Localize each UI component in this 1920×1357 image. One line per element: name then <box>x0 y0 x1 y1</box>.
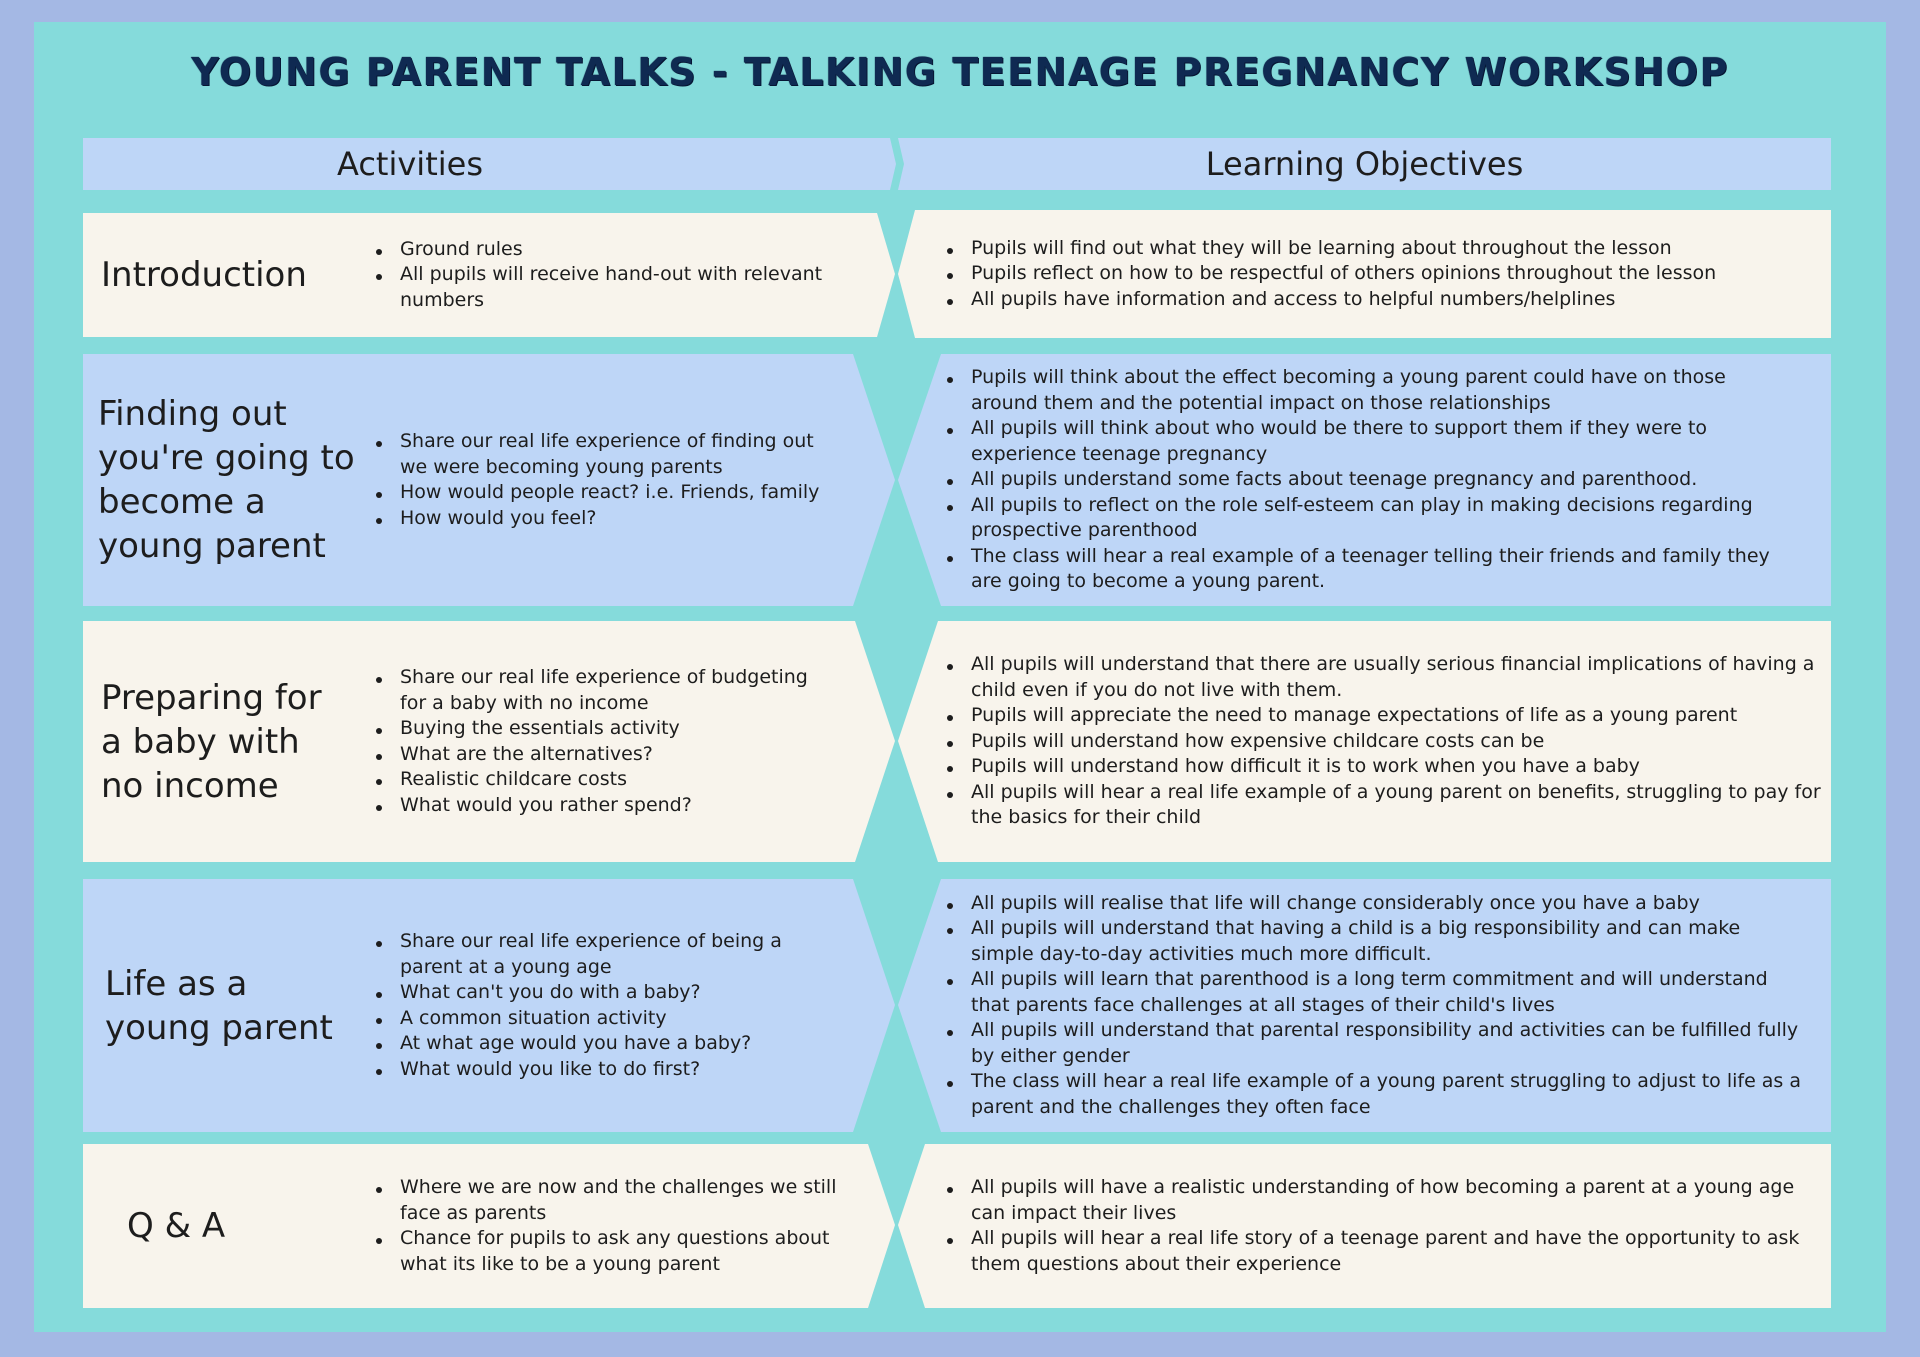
objective-item: All pupils will think about who would be there to support them if they were to experience teenage pregnancy <box>971 416 1797 467</box>
activity-list <box>371 237 851 314</box>
row-activities-introduction <box>371 213 851 337</box>
objective-list <box>942 365 1797 595</box>
activity-item: Share our real life experience of finding out we were becoming young parents <box>400 429 821 480</box>
objective-item: Pupils will appreciate the need to manage expectations of life as a young parent <box>971 703 1827 729</box>
objective-item: Pupils reflect on how to be respectful of others opinions throughout the lesson <box>971 261 1716 287</box>
row-title-life: Life as a young parent <box>105 963 333 1048</box>
row-title-finding-out: Finding out you're going to become a young parent <box>98 394 355 566</box>
objective-item: The class will hear a real example of a teenager telling their friends and family they are going to become a young parent. <box>971 544 1797 595</box>
activity-list <box>371 665 821 818</box>
objective-item: All pupils will understand that there are usually serious financial implications of having a child even if you do not live with them. <box>971 652 1827 703</box>
objective-item: All pupils will learn that parenthood is a long term commitment and will understand that parents face challenges at all stages of their child's lives <box>971 967 1802 1018</box>
objective-item: All pupils have information and access to helpful numbers/helplines <box>971 287 1716 313</box>
activity-item: Ground rules <box>400 237 851 263</box>
page-title: YOUNG PARENT TALKS - TALKING TEENAGE PREGNANCY WORKSHOP <box>191 50 1729 94</box>
activity-item: What can't you do with a baby? <box>400 980 821 1006</box>
activity-item: Buying the essentials activity <box>400 716 821 742</box>
row-activities-preparing <box>371 621 821 862</box>
objective-item: The class will hear a real life example of a young parent struggling to adjust to life as a parent and the challenges they often face <box>971 1069 1802 1120</box>
objective-list <box>942 236 1716 313</box>
row-objectives-life <box>942 879 1802 1132</box>
activity-item: What would you like to do first? <box>400 1057 821 1083</box>
row-title-preparing: Preparing for a baby with no income <box>101 677 322 806</box>
row-objectives-preparing <box>942 621 1827 862</box>
objective-item: All pupils will hear a real life example of a young parent on benefits, struggling to pay for the basics for their child <box>971 780 1827 831</box>
activity-item: Chance for pupils to ask any questions about what its like to be a young parent <box>400 1226 841 1277</box>
row-objectives-qa <box>942 1144 1812 1308</box>
activity-list <box>371 1175 841 1277</box>
objective-item: All pupils will realise that life will change considerably once you have a baby <box>971 891 1802 917</box>
activity-item: A common situation activity <box>400 1006 821 1032</box>
objective-item: All pupils will understand that having a child is a big responsibility and can make simple day-to-day activities much more difficult. <box>971 916 1802 967</box>
objectives-header: Learning Objectives <box>1205 145 1524 183</box>
activity-item: Where we are now and the challenges we still face as parents <box>400 1175 841 1226</box>
objective-item: All pupils understand some facts about teenage pregnancy and parenthood. <box>971 467 1797 493</box>
objective-item: All pupils will understand that parental responsibility and activities can be fulfilled fully by either gender <box>971 1018 1802 1069</box>
objective-list <box>942 652 1827 831</box>
activity-list <box>371 929 821 1082</box>
row-objectives-introduction <box>942 210 1827 338</box>
activity-item: Share our real life experience of budgeting for a baby with no income <box>400 665 821 716</box>
objective-item: All pupils will have a realistic understanding of how becoming a parent at a young age can impact their lives <box>971 1175 1812 1226</box>
objective-item: All pupils to reflect on the role self-esteem can play in making decisions regarding prospective parenthood <box>971 493 1797 544</box>
objective-item: Pupils will think about the effect becoming a young parent could have on those around them and the potential impact on those relationships <box>971 365 1797 416</box>
row-activities-life <box>371 879 821 1132</box>
activity-item: Realistic childcare costs <box>400 767 821 793</box>
row-activities-finding-out <box>371 354 821 606</box>
activities-header: Activities <box>337 145 483 183</box>
activity-item: How would you feel? <box>400 506 821 532</box>
row-activities-qa <box>371 1144 841 1308</box>
objective-item: Pupils will find out what they will be learning about throughout the lesson <box>971 236 1716 262</box>
objective-item: All pupils will hear a real life story of a teenage parent and have the opportunity to ask them questions about their experience <box>971 1226 1812 1277</box>
objective-list <box>942 1175 1812 1277</box>
activity-item: What would you rather spend? <box>400 793 821 819</box>
activity-item: How would people react? i.e. Friends, family <box>400 480 821 506</box>
activity-item: At what age would you have a baby? <box>400 1031 821 1057</box>
row-objectives-finding-out <box>942 354 1797 606</box>
activity-item: Share our real life experience of being a parent at a young age <box>400 929 821 980</box>
activity-item: All pupils will receive hand-out with relevant numbers <box>400 262 851 313</box>
activity-list <box>371 429 821 531</box>
objective-item: Pupils will understand how expensive childcare costs can be <box>971 729 1827 755</box>
row-title-introduction: Introduction <box>101 255 307 295</box>
objective-list <box>942 891 1802 1121</box>
row-title-qa: Q & A <box>127 1206 226 1246</box>
objective-item: Pupils will understand how difficult it is to work when you have a baby <box>971 754 1827 780</box>
activity-item: What are the alternatives? <box>400 742 821 768</box>
